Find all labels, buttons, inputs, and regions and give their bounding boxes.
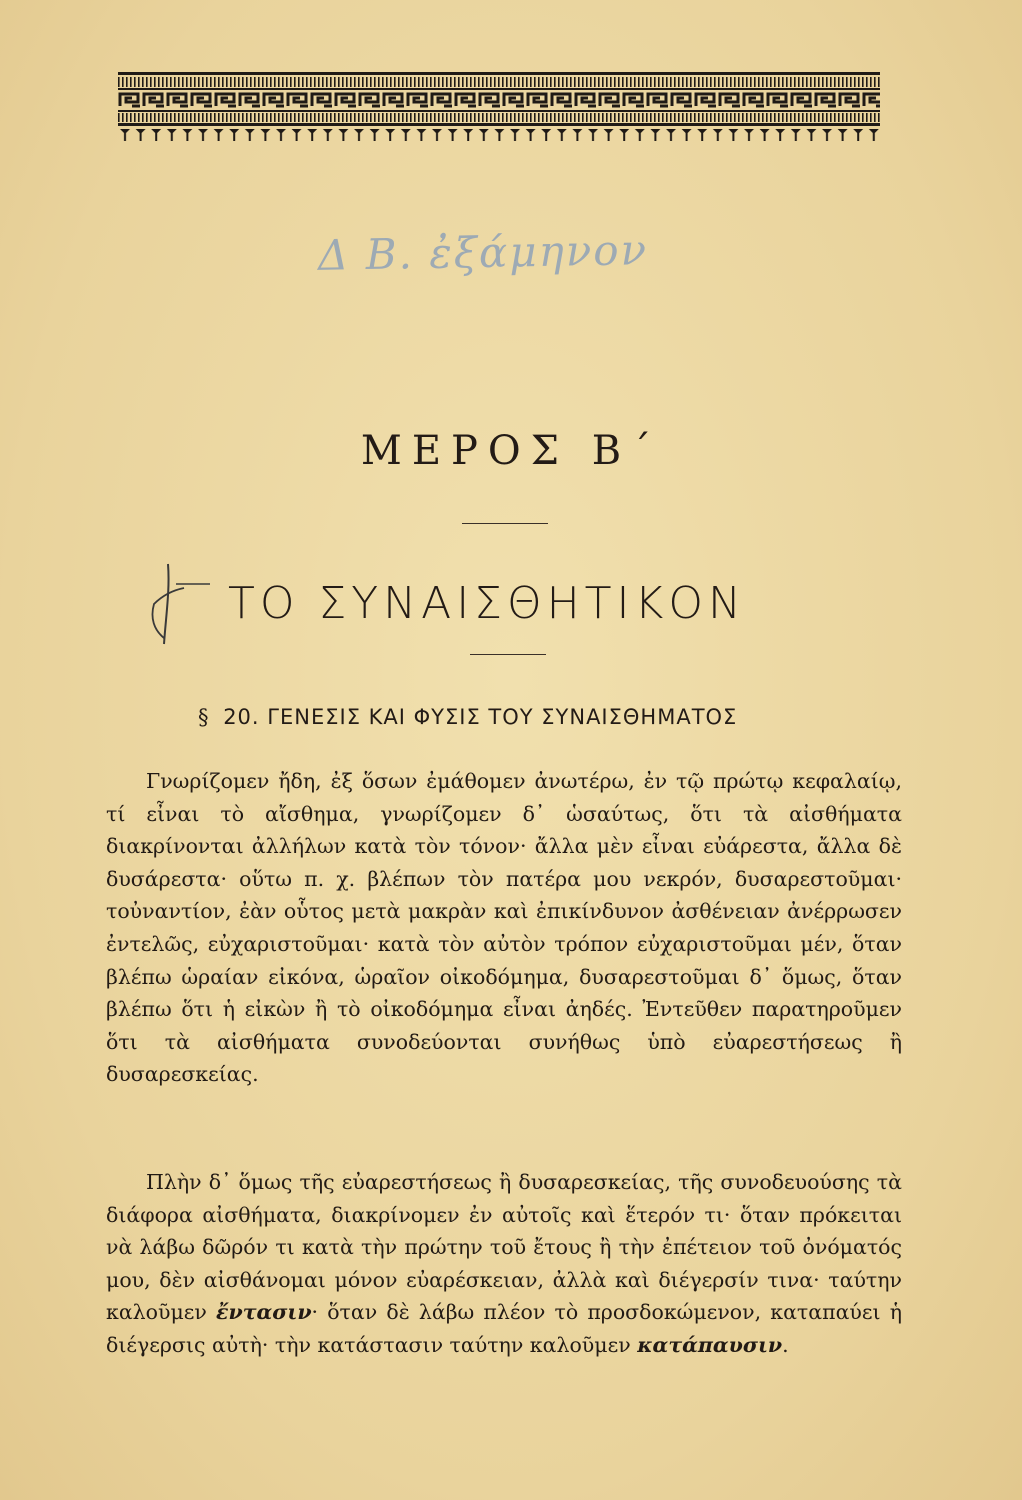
paragraph-2: [106, 1166, 902, 1362]
part-title: ΜΕΡΟΣ Β΄: [360, 428, 662, 474]
section-heading: [198, 705, 737, 729]
term-katapausin: κατάπαυσιν: [637, 1332, 783, 1357]
handwritten-signature: Δ Β. ἐξάμηνον: [317, 225, 649, 280]
greek-key-border: [118, 72, 880, 144]
paragraph-2-text: Πλὴν δ᾿ ὅμως τῆς εὐαρεστήσεως ἢ δυσαρεσκείας, τῆς συνοδευούσης τὰ διάφορα αἰσθήματα, διακρίνομεν ἐν αὐτοῖς καὶ ἕτερόν τι· ὅταν πρόκειται νὰ λάβω δῶρόν τι κατὰ τὴν πρώτην τοῦ ἔτους ἢ τὴν ἐπέτειον τοῦ ὀνόματός μου, δὲν αἰσθάνομαι μόνον εὐαρέσκειαν, ἀλλὰ καὶ διέγερσίν τινα· ταύτην καλοῦμεν: [106, 1170, 902, 1325]
paragraph-2-end: .: [782, 1332, 789, 1357]
section-heading-text: ΓΕΝΕΣΙΣ ΚΑΙ ΦΥΣΙΣ ΤΟΥ ΣΥΝΑΙΣΘΗΜΑΤΟΣ: [267, 705, 738, 729]
section-number: 20.: [223, 705, 260, 729]
title-divider: [462, 523, 548, 524]
section-title: ΤΟ ΣΥΝΑΙΣΘΗΤΙΚΟΝ: [228, 578, 746, 629]
term-entasin: ἔντασιν: [216, 1300, 312, 1325]
paragraph-2-middle: · ὅταν δὲ λάβω πλέον τὸ προσδοκώμενον, καταπαύει ἡ διέγερσις αὐτὴ· τὴν κατάστασιν ταύτην καλοῦμεν: [106, 1300, 902, 1357]
paragraph-1: Γνωρίζομεν ἤδη, ἐξ ὅσων ἐμάθομεν ἀνωτέρω, ἐν τῷ πρώτῳ κεφαλαίῳ, τί εἶναι τὸ αἴσθημα, γνωρίζομεν δ᾿ ὡσαύτως, ὅτι τὰ αἰσθήματα διακρίνονται ἀλλήλων κατὰ τὸν τόνον· ἄλλα μὲν εἶναι εὐάρεστα, ἄλλα δὲ δυσάρεστα· οὕτω π. χ. βλέπων τὸν πατέρα μου νεκρόν, δυσαρεστοῦμαι· τοὐναντίον, ἐὰν οὗτος μετὰ μακρὰν καὶ ἐπικίνδυνον ἀσθένειαν ἀνέρρωσεν ἐντελῶς, εὐχαριστοῦμαι· κατὰ τὸν αὐτὸν τρόπον εὐχαριστοῦμαι μέν, ὅταν βλέπω ὡραίαν εἰκόνα, ὡραῖον οἰκοδόμημα, δυσαρεστοῦμαι δ᾿ ὅμως, ὅταν βλέπω ὅτι ἡ εἰκὼν ἢ τὸ οἰκοδόμημα εἶναι ἀηδές. Ἐντεῦθεν παρατηροῦμεν ὅτι τὰ αἰσθήματα συνοδεύονται συνήθως ὑπὸ εὐαρεστήσεως ἢ δυσαρεσκείας.: [106, 769, 902, 1087]
section-divider: [470, 654, 546, 655]
pencil-mark-icon: [140, 560, 220, 650]
section-symbol: §: [198, 705, 210, 729]
